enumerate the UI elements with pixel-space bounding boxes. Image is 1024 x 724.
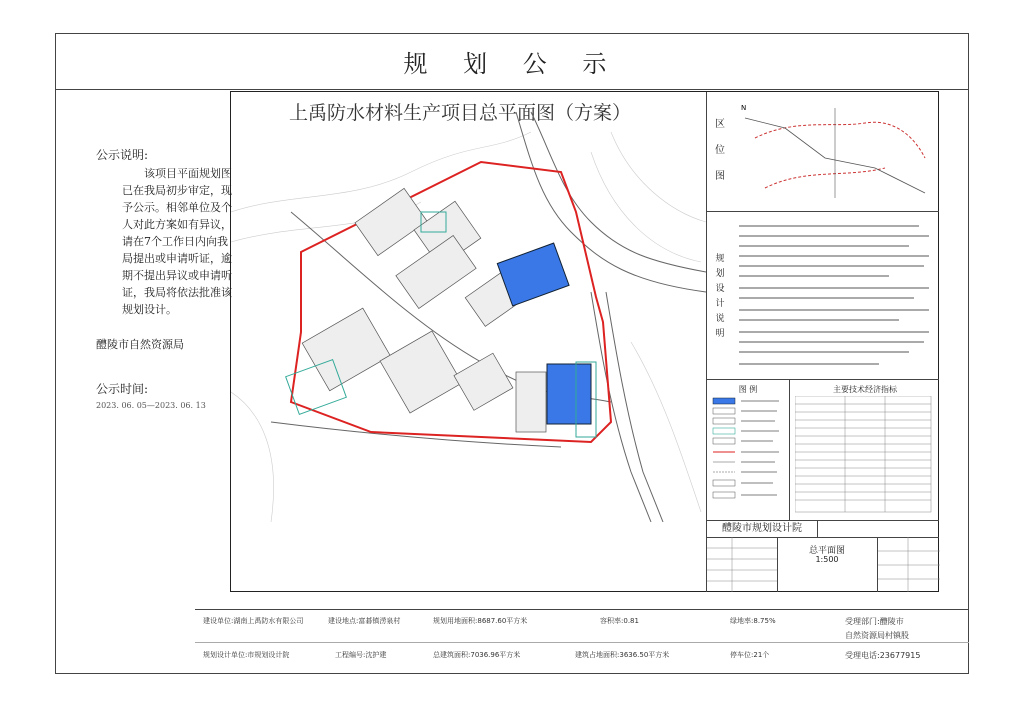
row-divider [195,642,969,643]
project-number: 工程编号:沈护建 [335,651,387,659]
notice-org: 醴陵市自然资源局 [96,338,184,351]
site-plan [230,91,939,592]
project-header [817,521,939,538]
location-map-box [707,92,939,212]
contact-phone: 受理电话:23677915 [845,651,921,660]
location-map-label: 区 位 图 [715,119,725,182]
site-map-drawing [231,92,706,522]
indicators-panel [791,380,939,520]
plan-sidebar [706,92,939,591]
parking-spaces: 停车位:21个 [730,651,770,659]
accepting-dept: 受理部门:醴陵市 [845,617,904,626]
total-floor-area: 总建筑面积:7036.96平方米 [433,651,521,659]
drawing-number-grid [877,537,940,592]
legend-symbols [709,396,789,516]
design-notes-box [707,212,939,380]
notice-heading: 公示说明: [96,148,149,162]
indicators-table [795,396,935,514]
svg-text:N: N [741,104,747,112]
drawing-scale: 1:500 [815,555,839,564]
plan-title: 上禹防水材料生产项目总平面图（方案） [289,102,632,124]
builder: 建设单位:湖南上禹防水有限公司 [203,617,304,625]
sheet-title: 规 划 公 示 [56,34,968,90]
green-ratio: 绿地率:8.75% [730,617,776,625]
drawing-name: 总平面图 [808,546,845,556]
institute-name: 醴陵市规划设计院 [707,521,818,538]
design-notes-text [739,218,934,373]
notice-body: 该项目平面规划图已在我局初步审定，现予公示。相邻单位及个人对此方案如有异议，请在7个工作日内向我局提出或申请听证，逾期不提出异议或申请听证，我局将依法批准该规划设计。 [122,167,232,316]
indicators-title: 主要技术经济指标 [833,385,897,394]
location-map [735,98,931,204]
land-area: 规划用地面积:8687.60平方米 [433,617,528,625]
title-block [706,520,939,592]
legend-title: 图 例 [738,385,758,394]
location: 建设地点:富碁镇涝泉村 [328,617,401,625]
project-info-table [195,609,969,673]
notice-time-range: 2023. 06. 05—2023. 06. 13 [96,401,206,410]
legend-indicators-box [707,380,939,520]
design-notes-label: 规 划 设 计 说 明 [715,254,725,339]
design-unit: 规划设计单位:市规划设计院 [203,651,290,659]
accepting-dept-cont: 自然资源局村镇股 [845,631,909,640]
signature-lines [707,537,777,592]
notice-panel [96,146,246,410]
notice-time-heading: 公示时间: [96,382,149,396]
legend-panel [707,380,790,520]
signature-grid [707,537,778,592]
building-footprint: 建筑占地面积:3636.50平方米 [575,651,670,659]
plot-ratio: 容积率:0.81 [600,617,639,625]
drawing-number-lines [878,537,940,592]
